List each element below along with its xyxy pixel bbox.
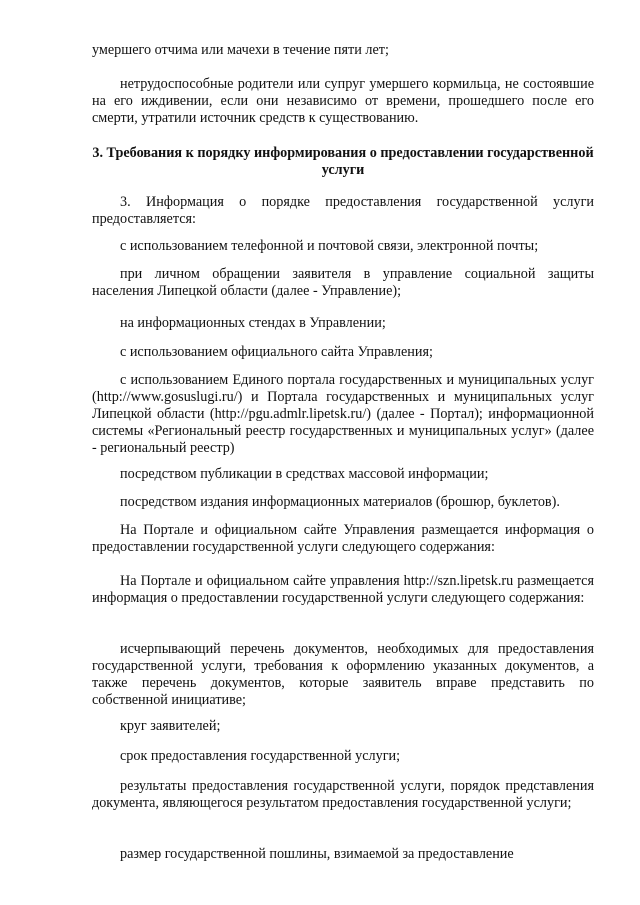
paragraph-text: на информационных стендах в Управлении; bbox=[120, 315, 386, 331]
paragraph-text: На Портале и официальном сайте Управления размещается информация о предоставлении государственной услуги следующего содержания: bbox=[92, 522, 594, 555]
paragraph-text: с использованием телефонной и почтовой связи, электронной почты; bbox=[120, 238, 539, 254]
paragraph-text: размер государственной пошлины, взимаемой за предоставление bbox=[120, 846, 514, 862]
paragraph-text: нетрудоспособные родители или супруг умершего кормильца, не состоявшие на его иждивении, если они независимо от времени, прошедшего после его смерти, утратили источник средств к существованию. bbox=[92, 76, 594, 126]
paragraph-text: умершего отчима или мачехи в течение пяти лет; bbox=[92, 42, 389, 58]
paragraph-text: 3. Информация о порядке предоставления государственной услуги предоставляется: bbox=[92, 194, 594, 227]
paragraph-text: На Портале и официальном сайте управления http://szn.lipetsk.ru размещается информация о предоставлении государственной услуги следующего содержания: bbox=[92, 573, 594, 606]
paragraph-text: с использованием Единого портала государственных и муниципальных услуг (http://www.gosuslugi.ru/) и Портала государственных и муниципальных услуг Липецкой области (http://pgu.admlr.lipetsk.ru/) (далее - Портал); информационной системы «Региональный реестр государственных и муниципальных услуг» (далее - региональный реестр) bbox=[92, 372, 594, 456]
paragraph-text: исчерпывающий перечень документов, необходимых для предоставления государственной услуги, требования к оформлению указанных документов, а также перечень документов, которые заявитель вправе представить по собственной инициативе; bbox=[92, 641, 594, 708]
section-heading: 3. Требования к порядку информирования о предоставлении государственной услуги bbox=[92, 145, 594, 178]
paragraph-text: с использованием официального сайта Управления; bbox=[120, 344, 433, 360]
paragraph-text: посредством публикации в средствах массовой информации; bbox=[120, 466, 489, 482]
paragraph-text: при личном обращении заявителя в управление социальной защиты населения Липецкой области (далее - Управление); bbox=[92, 266, 594, 299]
paragraph-text: срок предоставления государственной услуги; bbox=[120, 748, 401, 764]
paragraph-text: круг заявителей; bbox=[120, 718, 221, 734]
paragraph-text: результаты предоставления государственной услуги, порядок представления документа, являющегося результатом предоставления государственной услуги; bbox=[92, 778, 594, 811]
paragraph-text: посредством издания информационных материалов (брошюр, буклетов). bbox=[120, 494, 560, 510]
